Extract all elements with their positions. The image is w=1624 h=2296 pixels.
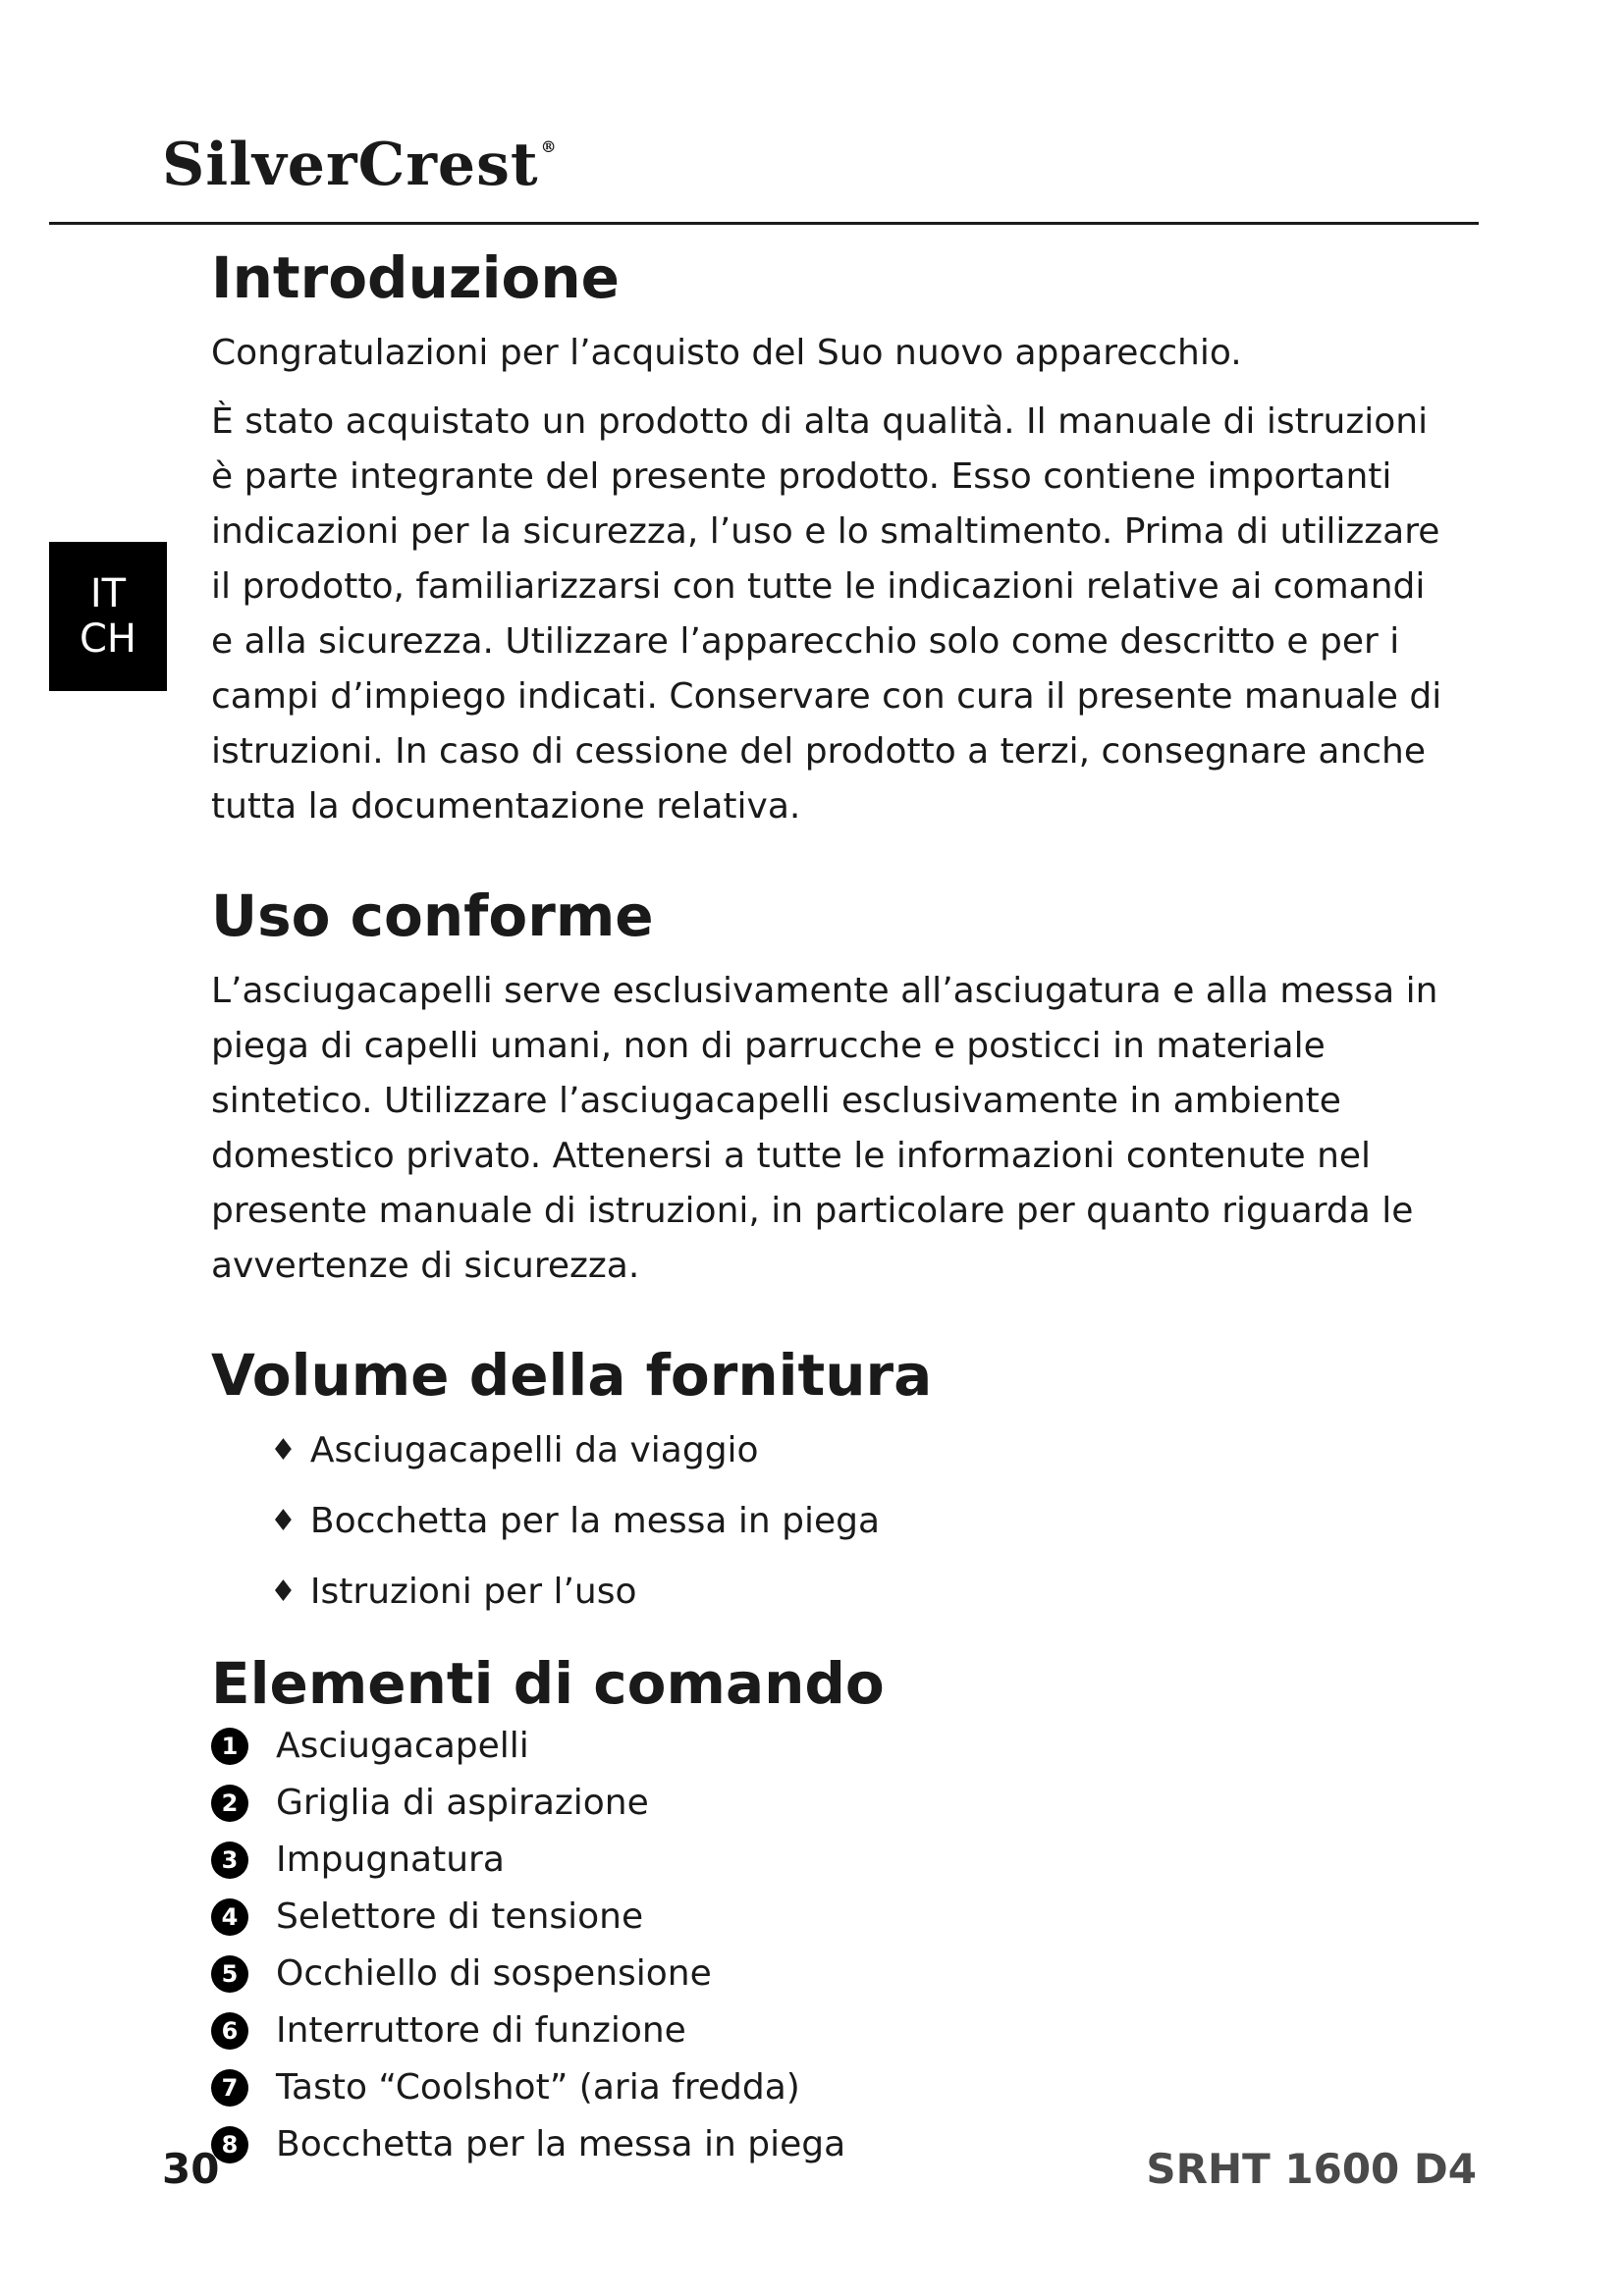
- diamond-bullet-icon: ♦: [270, 1433, 297, 1468]
- brand-name: SilverCrest: [162, 131, 539, 199]
- control-label: Interruttore di funzione: [276, 2010, 686, 2051]
- list-item: [211, 1718, 1448, 1775]
- intro-paragraph-1: Congratulazioni per l’acquisto del Suo nuovo apparecchio.: [211, 333, 1242, 373]
- section-title-uso-conforme: Uso conforme: [211, 882, 654, 949]
- language-tab: [49, 542, 167, 691]
- registered-mark: ®: [540, 137, 558, 156]
- list-item: [270, 1494, 1448, 1549]
- control-label: Selettore di tensione: [276, 1896, 644, 1937]
- list-item: [211, 2002, 1448, 2059]
- section-title-introduzione: Introduzione: [211, 244, 620, 311]
- control-label: Bocchetta per la messa in piega: [276, 2124, 846, 2164]
- list-item: [270, 1423, 1448, 1478]
- section-title-volume-fornitura: Volume della fornitura: [211, 1342, 933, 1409]
- main-content: [211, 243, 1448, 2173]
- list-item: [211, 1889, 1448, 1946]
- control-label: Impugnatura: [276, 1840, 505, 1880]
- list-item: [211, 1775, 1448, 1832]
- supply-list: [211, 1423, 1448, 1620]
- uso-conforme-paragraph: L’asciugacapelli serve esclusivamente all’asciugatura e alla messa in piega di capelli umani, non di parrucche e posticci in materiale sintetico. Utilizzare l’asciugacapelli esclusivamente in ambiente domestico privato. Attenersi a tutte le informazioni contenute nel presente manuale di istruzioni, in particolare per quanto riguarda le avvertenze di sicurezza.: [211, 971, 1438, 1286]
- number-badge-icon: 6: [211, 2012, 248, 2050]
- intro-paragraph-2: È stato acquistato un prodotto di alta qualità. Il manuale di istruzioni è parte integrante del presente prodotto. Esso contiene importanti indicazioni per la sicurezza, l’uso e lo smaltimento. Prima di utilizzare il prodotto, familiarizzarsi con tutte le indicazioni relative ai comandi e alla sicurezza. Utilizzare l’apparecchio solo come descritto e per i campi d’impiego indicati. Conservare con cura il presente manuale di istruzioni. In caso di cessione del prodotto a terzi, consegnare anche tutta la documentazione relativa.: [211, 401, 1442, 827]
- header-divider: [49, 222, 1479, 225]
- number-badge-icon: 4: [211, 1898, 248, 1936]
- section-title-elementi-comando: Elementi di comando: [211, 1650, 885, 1717]
- number-badge-icon: 5: [211, 1955, 248, 1993]
- supply-item-label: Asciugacapelli da viaggio: [309, 1430, 759, 1470]
- controls-list: [211, 1718, 1448, 2173]
- list-item: [211, 1946, 1448, 2002]
- brand-logo: [162, 131, 558, 199]
- control-label: Tasto “Coolshot” (aria fredda): [276, 2067, 800, 2108]
- list-item: [270, 1565, 1448, 1620]
- list-item: [211, 2059, 1448, 2116]
- control-label: Occhiello di sospensione: [276, 1953, 712, 1994]
- model-number: SRHT 1600 D4: [1146, 2145, 1477, 2193]
- page-number: 30: [162, 2145, 220, 2193]
- diamond-bullet-icon: ♦: [270, 1504, 297, 1538]
- list-item: [211, 1832, 1448, 1889]
- number-badge-icon: 7: [211, 2069, 248, 2107]
- number-badge-icon: 1: [211, 1728, 248, 1765]
- language-tab-it: IT: [89, 571, 127, 616]
- number-badge-icon: 2: [211, 1785, 248, 1822]
- supply-item-label: Istruzioni per l’uso: [309, 1572, 637, 1612]
- control-label: Griglia di aspirazione: [276, 1783, 649, 1823]
- number-badge-icon: 8: [211, 2126, 248, 2163]
- control-label: Asciugacapelli: [276, 1726, 529, 1766]
- number-badge-icon: 3: [211, 1842, 248, 1879]
- language-tab-ch: CH: [79, 616, 136, 662]
- supply-item-label: Bocchetta per la messa in piega: [309, 1501, 881, 1541]
- diamond-bullet-icon: ♦: [270, 1575, 297, 1609]
